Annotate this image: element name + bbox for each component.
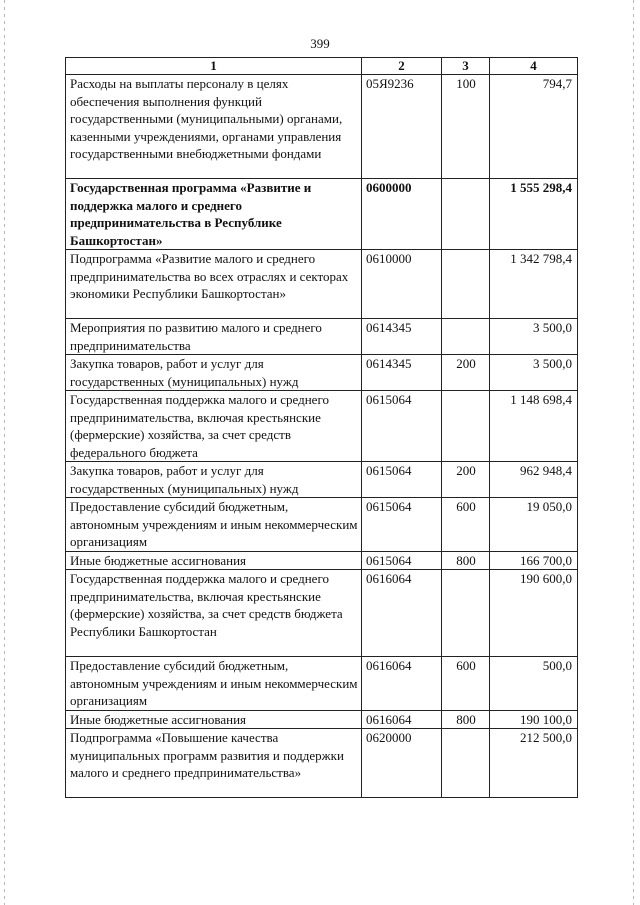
row-name: Государственная поддержка малого и среднего предпринимательства, включая крестьянские (фермерские) хозяйства, за счет средств бюджета Республики Башкортостан xyxy=(66,570,362,657)
row-code: 0616064 xyxy=(362,710,442,729)
row-expense-type xyxy=(442,729,490,798)
row-expense-type: 600 xyxy=(442,498,490,552)
row-amount: 1 342 798,4 xyxy=(490,250,578,319)
header-col-1: 1 xyxy=(66,58,362,75)
row-code: 0600000 xyxy=(362,179,442,250)
row-amount: 794,7 xyxy=(490,75,578,179)
header-col-2: 2 xyxy=(362,58,442,75)
row-amount: 19 050,0 xyxy=(490,498,578,552)
row-amount: 3 500,0 xyxy=(490,355,578,391)
row-name: Государственная поддержка малого и среднего предпринимательства, включая крестьянские (фермерские) хозяйства, за счет средств федерального бюджета xyxy=(66,391,362,462)
row-expense-type: 800 xyxy=(442,551,490,570)
scan-edge-right xyxy=(633,0,634,905)
row-amount: 190 100,0 xyxy=(490,710,578,729)
row-name: Подпрограмма «Повышение качества муниципальных программ развития и поддержки малого и среднего предпринимательства» xyxy=(66,729,362,798)
row-code: 0616064 xyxy=(362,657,442,711)
row-name: Подпрограмма «Развитие малого и среднего предпринимательства во всех отраслях и секторах экономики Республики Башкортостан» xyxy=(66,250,362,319)
row-name: Мероприятия по развитию малого и среднего предпринимательства xyxy=(66,319,362,355)
row-expense-type: 100 xyxy=(442,75,490,179)
table-row xyxy=(66,498,578,552)
row-expense-type: 800 xyxy=(442,710,490,729)
row-amount: 1 148 698,4 xyxy=(490,391,578,462)
row-name: Предоставление субсидий бюджетным, автономным учреждениям и иным некоммерческим организациям xyxy=(66,657,362,711)
row-expense-type xyxy=(442,391,490,462)
table-row xyxy=(66,729,578,798)
scan-edge-left xyxy=(4,0,5,905)
row-name: Закупка товаров, работ и услуг для государственных (муниципальных) нужд xyxy=(66,462,362,498)
row-amount: 500,0 xyxy=(490,657,578,711)
table-row xyxy=(66,570,578,657)
row-code: 0610000 xyxy=(362,250,442,319)
table-row xyxy=(66,462,578,498)
row-code: 05Я9236 xyxy=(362,75,442,179)
table-row xyxy=(66,657,578,711)
row-amount: 1 555 298,4 xyxy=(490,179,578,250)
row-code: 0615064 xyxy=(362,391,442,462)
row-expense-type: 200 xyxy=(442,355,490,391)
row-amount: 962 948,4 xyxy=(490,462,578,498)
row-code: 0614345 xyxy=(362,319,442,355)
table-row xyxy=(66,391,578,462)
row-expense-type: 600 xyxy=(442,657,490,711)
row-amount: 3 500,0 xyxy=(490,319,578,355)
table-body xyxy=(66,75,578,798)
row-code: 0615064 xyxy=(362,551,442,570)
row-code: 0614345 xyxy=(362,355,442,391)
row-name: Закупка товаров, работ и услуг для государственных (муниципальных) нужд xyxy=(66,355,362,391)
row-expense-type xyxy=(442,319,490,355)
row-code: 0615064 xyxy=(362,462,442,498)
header-col-3: 3 xyxy=(442,58,490,75)
row-name: Расходы на выплаты персоналу в целях обеспечения выполнения функций государственными (муниципальными) органами, казенными учреждениями, органами управления государственными внебюджетными фондами xyxy=(66,75,362,179)
table-row xyxy=(66,250,578,319)
table-row xyxy=(66,319,578,355)
table-row xyxy=(66,75,578,179)
row-amount: 166 700,0 xyxy=(490,551,578,570)
row-code: 0620000 xyxy=(362,729,442,798)
row-amount: 190 600,0 xyxy=(490,570,578,657)
table-row xyxy=(66,355,578,391)
budget-table xyxy=(65,57,578,798)
table-row xyxy=(66,551,578,570)
table-row xyxy=(66,710,578,729)
row-code: 0616064 xyxy=(362,570,442,657)
row-code: 0615064 xyxy=(362,498,442,552)
row-expense-type: 200 xyxy=(442,462,490,498)
header-col-4: 4 xyxy=(490,58,578,75)
row-name: Предоставление субсидий бюджетным, автономным учреждениям и иным некоммерческим организациям xyxy=(66,498,362,552)
table-row xyxy=(66,179,578,250)
page-number: 399 xyxy=(310,36,330,51)
row-name: Государственная программа «Развитие и поддержка малого и среднего предпринимательства в Республике Башкортостан» xyxy=(66,179,362,250)
header-row xyxy=(66,58,578,75)
table-header xyxy=(66,58,578,75)
row-name: Иные бюджетные ассигнования xyxy=(66,710,362,729)
row-amount: 212 500,0 xyxy=(490,729,578,798)
row-expense-type xyxy=(442,570,490,657)
row-name: Иные бюджетные ассигнования xyxy=(66,551,362,570)
row-expense-type xyxy=(442,179,490,250)
row-expense-type xyxy=(442,250,490,319)
